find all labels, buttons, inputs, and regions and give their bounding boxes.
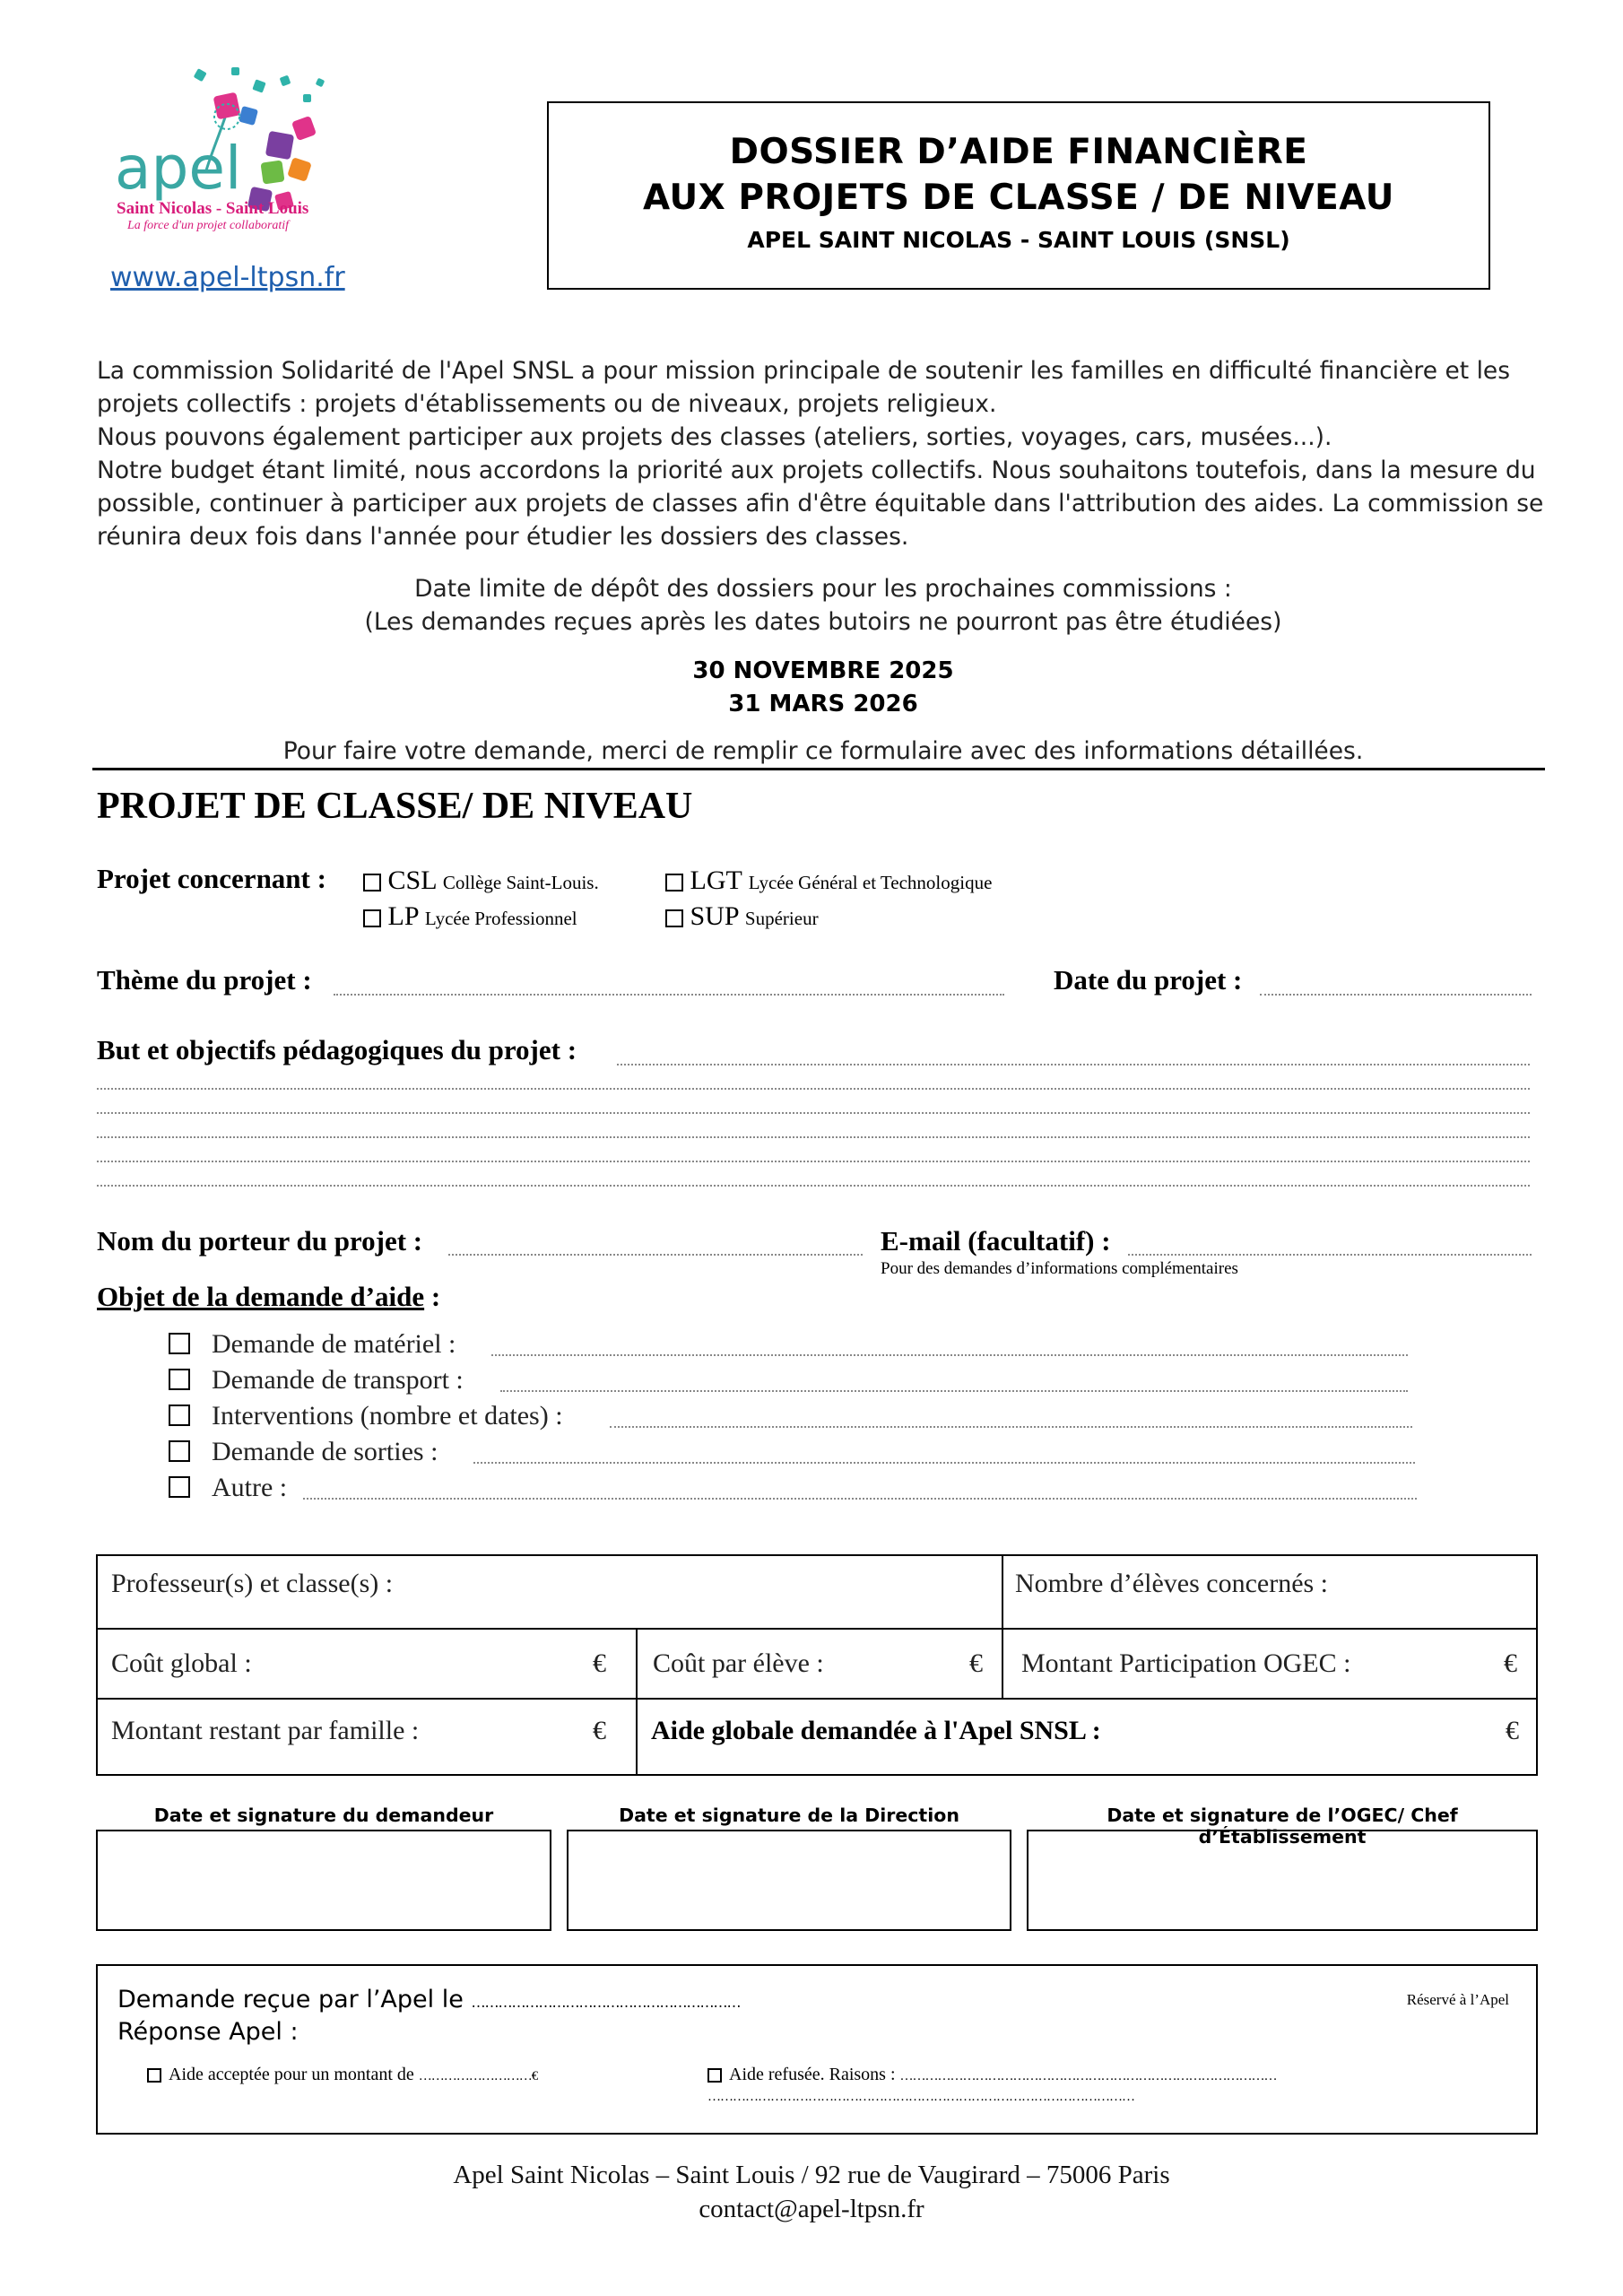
email-field[interactable] xyxy=(1128,1254,1532,1256)
email-note: Pour des demandes d’informations complémentaires xyxy=(881,1259,1238,1278)
table-rule xyxy=(1002,1628,1003,1698)
aid-item-label: Interventions (nombre et dates) : xyxy=(212,1401,563,1431)
aid-interventions-field[interactable] xyxy=(610,1426,1412,1428)
owner-label: Nom du porteur du projet : xyxy=(97,1225,423,1257)
checkbox[interactable] xyxy=(169,1476,190,1498)
table-rule xyxy=(98,1628,1536,1630)
intro-paragraph: Notre budget étant limité, nous accordons la priorité aux projets collectifs. Nous souhaitons toutefois, dans la mesure du possible, continuer à participer aux projets de classes afin d'être équitable dans l'attribution des aides. La commission se réunira deux fois dans l'année pour étudier les dossiers des classes. xyxy=(97,457,1544,551)
cost-table xyxy=(96,1554,1538,1776)
global-cost-cell[interactable]: Coût global : xyxy=(111,1648,252,1678)
aid-object-colon: : xyxy=(424,1281,441,1312)
aid-item-interventions[interactable] xyxy=(169,1401,563,1431)
table-rule xyxy=(636,1628,638,1776)
response-label: Réponse Apel : xyxy=(117,2018,299,2046)
website-link[interactable]: www.apel-ltpsn.fr xyxy=(110,262,345,293)
accepted-amount-field[interactable]: ………………………€ xyxy=(418,2069,538,2083)
option-code: CSL xyxy=(387,865,437,895)
aid-item-outings[interactable] xyxy=(169,1437,438,1467)
title-box xyxy=(547,101,1490,290)
aid-object-label: Objet de la demande d’aide xyxy=(97,1281,425,1312)
checkbox[interactable] xyxy=(363,874,381,891)
currency-symbol: € xyxy=(1506,1716,1519,1745)
title-line-3: APEL SAINT NICOLAS - SAINT LOUIS (SNSL) xyxy=(747,227,1290,253)
option-desc: Supérieur xyxy=(744,908,819,929)
aid-other-field[interactable] xyxy=(303,1498,1417,1500)
option-code: SUP xyxy=(690,901,739,931)
option-desc: Collège Saint-Louis. xyxy=(442,872,599,893)
reserved-note: Réservé à l’Apel xyxy=(1406,1991,1509,2008)
goals-field[interactable] xyxy=(97,1136,1530,1138)
currency-symbol: € xyxy=(593,1648,606,1678)
aid-material-field[interactable] xyxy=(491,1354,1408,1356)
aid-object-heading xyxy=(97,1281,440,1313)
refused-label: Aide refusée. Raisons : xyxy=(729,2065,896,2084)
checkbox[interactable] xyxy=(169,1440,190,1462)
received-label: Demande reçue par l’Apel le xyxy=(117,1986,464,2013)
footer-address: Apel Saint Nicolas – Saint Louis / 92 rue de Vaugirard – 75006 Paris xyxy=(453,2161,1170,2189)
apel-reserved-box xyxy=(96,1964,1538,2135)
signature-ogec-label: Date et signature de l’OGEC/ Chef d’Établissement xyxy=(1107,1805,1458,1848)
deadline-dates xyxy=(97,655,1549,721)
owner-field[interactable] xyxy=(448,1254,863,1256)
email-label: E-mail (facultatif) : xyxy=(881,1225,1111,1257)
received-line xyxy=(117,1986,740,2013)
signature-direction-label: Date et signature de la Direction xyxy=(619,1805,959,1826)
section-title: PROJET DE CLASSE/ DE NIVEAU xyxy=(97,786,693,827)
logo-name: Saint Nicolas - Saint Louis xyxy=(117,199,309,218)
title-line-1: DOSSIER D’AIDE FINANCIÈRE xyxy=(729,132,1308,172)
logo-tagline: La force d'un projet collaboratif xyxy=(127,219,290,232)
aid-item-material[interactable] xyxy=(169,1329,456,1360)
currency-symbol: € xyxy=(1504,1648,1517,1678)
checkbox[interactable] xyxy=(169,1369,190,1390)
deadline-intro-text: Date limite de dépôt des dossiers pour les prochaines commissions : xyxy=(414,575,1232,603)
footer xyxy=(0,2158,1623,2226)
currency-symbol: € xyxy=(969,1648,983,1678)
refused-option[interactable] xyxy=(707,2065,1277,2085)
aid-item-other[interactable] xyxy=(169,1473,287,1503)
aid-item-label: Demande de transport : xyxy=(212,1365,464,1395)
aid-requested-cell[interactable]: Aide globale demandée à l'Apel SNSL : xyxy=(651,1716,1101,1745)
footer-email[interactable]: contact@apel-ltpsn.fr xyxy=(699,2195,924,2223)
intro-text xyxy=(97,354,1549,553)
signature-applicant-label: Date et signature du demandeur xyxy=(153,1805,494,1826)
signature-applicant-box[interactable] xyxy=(96,1830,551,1931)
title-line-2: AUX PROJETS DE CLASSE / DE NIVEAU xyxy=(643,178,1394,218)
aid-outings-field[interactable] xyxy=(473,1462,1415,1464)
deadline-intro xyxy=(97,572,1549,639)
checkbox[interactable] xyxy=(169,1405,190,1426)
intro-paragraph: Nous pouvons également participer aux projets des classes (ateliers, sorties, voyages, cars, musées...). xyxy=(97,423,1332,451)
deadline-note: (Les demandes reçues après les dates butoirs ne pourront pas être étudiées) xyxy=(364,608,1282,636)
aid-item-label: Demande de sorties : xyxy=(212,1437,438,1466)
table-rule xyxy=(1002,1556,1003,1628)
signature-ogec-box[interactable] xyxy=(1027,1830,1538,1931)
accepted-label: Aide acceptée pour un montant de xyxy=(169,2065,414,2084)
goals-field[interactable] xyxy=(97,1161,1530,1162)
apel-logo xyxy=(106,63,339,251)
option-desc: Lycée Général et Technologique xyxy=(748,872,993,893)
checkbox[interactable] xyxy=(363,909,381,927)
date-label: Date du projet : xyxy=(1054,964,1243,996)
logo-wordmark: apel xyxy=(115,134,242,203)
intro-paragraph: La commission Solidarité de l'Apel SNSL a pour mission principale de soutenir les familles en difficulté financière et les projets collectifs : projets d'établissements ou de niveaux, projets religieux. xyxy=(97,357,1511,418)
aid-item-label: Autre : xyxy=(212,1473,288,1502)
option-csl[interactable] xyxy=(363,865,599,896)
goals-field[interactable] xyxy=(97,1185,1530,1187)
option-desc: Lycée Professionnel xyxy=(424,908,577,929)
accepted-option[interactable] xyxy=(147,2065,537,2085)
checkbox[interactable] xyxy=(665,909,683,927)
theme-label: Thème du projet : xyxy=(97,964,312,996)
goals-field[interactable] xyxy=(97,1088,1530,1090)
currency-symbol: € xyxy=(593,1716,606,1745)
date-field[interactable] xyxy=(1260,994,1532,996)
refused-reason-field[interactable]: ……………………………………………………………………………… xyxy=(899,2069,1277,2083)
checkbox[interactable] xyxy=(169,1333,190,1354)
deadline-date-1: 30 NOVEMBRE 2025 xyxy=(692,657,954,684)
project-label: Projet concernant : xyxy=(97,863,326,894)
refused-reason-field[interactable]: ………………………………………………………………………………………… xyxy=(707,2090,1134,2104)
section-divider xyxy=(92,768,1545,770)
aid-item-label: Demande de matériel : xyxy=(212,1329,456,1359)
goals-label: But et objectifs pédagogiques du projet : xyxy=(97,1034,577,1065)
option-sup[interactable] xyxy=(665,901,819,932)
aid-transport-field[interactable] xyxy=(500,1390,1408,1392)
deadline-date-2: 31 MARS 2026 xyxy=(728,691,918,718)
remaining-cell[interactable]: Montant restant par famille : xyxy=(111,1716,420,1745)
table-rule xyxy=(98,1698,1536,1700)
ogec-cell[interactable]: Montant Participation OGEC : xyxy=(1021,1648,1351,1678)
fill-note: Pour faire votre demande, merci de remplir ce formulaire avec des informations détaillées. xyxy=(282,737,1364,765)
signature-direction-box[interactable] xyxy=(567,1830,1011,1931)
teachers-cell[interactable]: Professeur(s) et classe(s) : xyxy=(111,1569,394,1598)
checkbox[interactable] xyxy=(707,2068,722,2083)
per-student-cell[interactable]: Coût par élève : xyxy=(653,1648,824,1678)
option-code: LP xyxy=(387,901,419,931)
goals-field[interactable] xyxy=(97,1112,1530,1114)
option-lgt[interactable] xyxy=(665,865,992,896)
option-lp[interactable] xyxy=(363,901,577,932)
aid-item-transport[interactable] xyxy=(169,1365,464,1396)
theme-field[interactable] xyxy=(334,994,1004,996)
checkbox[interactable] xyxy=(665,874,683,891)
students-cell[interactable]: Nombre d’élèves concernés : xyxy=(1015,1569,1329,1598)
checkbox[interactable] xyxy=(147,2068,161,2083)
option-code: LGT xyxy=(690,865,742,895)
goals-field[interactable] xyxy=(617,1064,1530,1065)
received-date-field[interactable]: …………………………………………………… xyxy=(471,1994,741,2011)
